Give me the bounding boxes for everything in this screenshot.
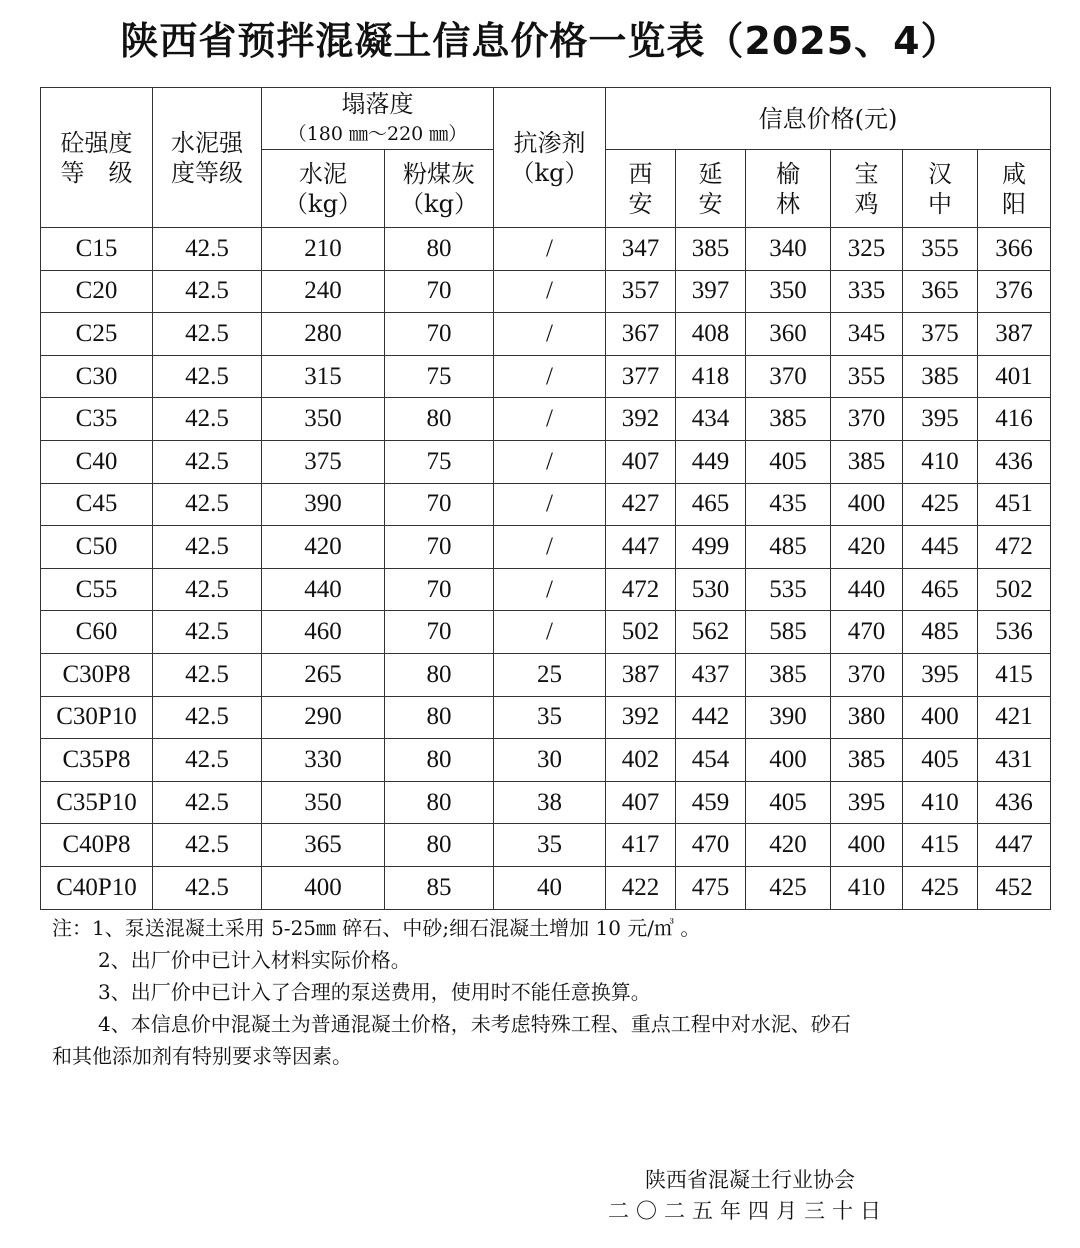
table-cell: 408 xyxy=(676,313,746,356)
note-line: 2、出厂价中已计入材料实际价格。 xyxy=(98,948,411,972)
note-line: 3、出厂价中已计入了合理的泵送费用，使用时不能任意换算。 xyxy=(98,980,651,1004)
table-cell: 35 xyxy=(494,824,606,867)
table-cell: 367 xyxy=(606,313,676,356)
table-cell: 42.5 xyxy=(153,866,262,909)
table-cell: 347 xyxy=(606,228,676,271)
table-cell: 400 xyxy=(831,824,903,867)
table-cell: 447 xyxy=(606,526,676,569)
table-cell: 315 xyxy=(262,355,385,398)
table-cell: 70 xyxy=(385,270,494,313)
table-cell: 436 xyxy=(978,440,1051,483)
table-cell: 418 xyxy=(676,355,746,398)
table-cell: 70 xyxy=(385,611,494,654)
table-cell: 265 xyxy=(262,653,385,696)
table-cell: 435 xyxy=(746,483,831,526)
table-cell: 375 xyxy=(903,313,978,356)
table-cell: 70 xyxy=(385,313,494,356)
table-cell: 42.5 xyxy=(153,781,262,824)
table-row xyxy=(41,611,1051,654)
table-cell: 35 xyxy=(494,696,606,739)
header-city-yulin: 榆 林 xyxy=(746,150,831,228)
table-cell: 387 xyxy=(978,313,1051,356)
table-cell: 40 xyxy=(494,866,606,909)
table-cell: C40P10 xyxy=(41,866,153,909)
table-cell: 42.5 xyxy=(153,653,262,696)
table-cell: 401 xyxy=(978,355,1051,398)
table-cell: 475 xyxy=(676,866,746,909)
table-cell: 420 xyxy=(262,526,385,569)
table-cell: 452 xyxy=(978,866,1051,909)
table-cell: 425 xyxy=(903,866,978,909)
table-cell: 440 xyxy=(262,568,385,611)
table-cell: 405 xyxy=(746,440,831,483)
table-cell: 42.5 xyxy=(153,313,262,356)
table-cell: C30P10 xyxy=(41,696,153,739)
table-cell: 80 xyxy=(385,824,494,867)
table-cell: 417 xyxy=(606,824,676,867)
table-cell: 410 xyxy=(831,866,903,909)
table-cell: 449 xyxy=(676,440,746,483)
table-cell: 437 xyxy=(676,653,746,696)
table-cell: 400 xyxy=(746,739,831,782)
table-cell: / xyxy=(494,228,606,271)
table-cell: 210 xyxy=(262,228,385,271)
table-cell: 38 xyxy=(494,781,606,824)
table-cell: 434 xyxy=(676,398,746,441)
table-cell: 460 xyxy=(262,611,385,654)
table-row xyxy=(41,739,1051,782)
table-cell: / xyxy=(494,313,606,356)
table-cell: / xyxy=(494,611,606,654)
table-cell: 80 xyxy=(385,228,494,271)
table-cell: 370 xyxy=(831,653,903,696)
table-cell: 502 xyxy=(606,611,676,654)
table-cell: 42.5 xyxy=(153,739,262,782)
table-cell: 425 xyxy=(903,483,978,526)
table-cell: 562 xyxy=(676,611,746,654)
table-row xyxy=(41,866,1051,909)
table-cell: 402 xyxy=(606,739,676,782)
table-cell: 355 xyxy=(831,355,903,398)
table-cell: 350 xyxy=(262,398,385,441)
table-cell: 499 xyxy=(676,526,746,569)
table-cell: 240 xyxy=(262,270,385,313)
table-cell: C45 xyxy=(41,483,153,526)
table-cell: 407 xyxy=(606,781,676,824)
table-cell: / xyxy=(494,526,606,569)
table-cell: 70 xyxy=(385,483,494,526)
issue-date: 二〇二五年四月三十日 xyxy=(608,1199,888,1223)
table-row xyxy=(41,824,1051,867)
table-cell: 416 xyxy=(978,398,1051,441)
table-cell: C35P10 xyxy=(41,781,153,824)
table-cell: 355 xyxy=(903,228,978,271)
table-cell: 445 xyxy=(903,526,978,569)
header-grade: 砼强度 等 级 xyxy=(41,88,153,228)
table-cell: 392 xyxy=(606,696,676,739)
table-cell: 472 xyxy=(606,568,676,611)
table-cell: 485 xyxy=(746,526,831,569)
table-cell: 80 xyxy=(385,739,494,782)
table-cell: 42.5 xyxy=(153,568,262,611)
table-cell: 366 xyxy=(978,228,1051,271)
table-cell: 75 xyxy=(385,355,494,398)
table-cell: 390 xyxy=(262,483,385,526)
table-cell: C40 xyxy=(41,440,153,483)
table-row xyxy=(41,313,1051,356)
table-cell: 422 xyxy=(606,866,676,909)
table-cell: 290 xyxy=(262,696,385,739)
table-row xyxy=(41,270,1051,313)
table-cell: C20 xyxy=(41,270,153,313)
table-cell: C40P8 xyxy=(41,824,153,867)
table-cell: C35P8 xyxy=(41,739,153,782)
table-cell: 42.5 xyxy=(153,270,262,313)
table-body xyxy=(41,228,1051,910)
table-cell: C25 xyxy=(41,313,153,356)
table-cell: / xyxy=(494,355,606,398)
table-row xyxy=(41,781,1051,824)
table-cell: 350 xyxy=(746,270,831,313)
table-cell: 535 xyxy=(746,568,831,611)
table-cell: / xyxy=(494,270,606,313)
table-cell: / xyxy=(494,483,606,526)
table-cell: 377 xyxy=(606,355,676,398)
table-cell: 375 xyxy=(262,440,385,483)
table-cell: 42.5 xyxy=(153,398,262,441)
table-row xyxy=(41,696,1051,739)
header-cement: 水泥 （kg） xyxy=(262,150,385,228)
table-cell: 536 xyxy=(978,611,1051,654)
header-flyash: 粉煤灰 （kg） xyxy=(385,150,494,228)
table-cell: 395 xyxy=(831,781,903,824)
table-cell: 400 xyxy=(903,696,978,739)
header-city-xianyang: 咸 阳 xyxy=(978,150,1051,228)
table-cell: 385 xyxy=(831,440,903,483)
table-cell: C30P8 xyxy=(41,653,153,696)
table-cell: 451 xyxy=(978,483,1051,526)
header-cement-grade: 水泥强 度等级 xyxy=(153,88,262,228)
table-cell: 70 xyxy=(385,526,494,569)
table-cell: 340 xyxy=(746,228,831,271)
table-cell: 420 xyxy=(831,526,903,569)
table-row xyxy=(41,653,1051,696)
header-city-baoji: 宝 鸡 xyxy=(831,150,903,228)
table-cell: 42.5 xyxy=(153,228,262,271)
table-row xyxy=(41,228,1051,271)
table-cell: 431 xyxy=(978,739,1051,782)
table-cell: 330 xyxy=(262,739,385,782)
table-cell: 454 xyxy=(676,739,746,782)
table-cell: C55 xyxy=(41,568,153,611)
table-row xyxy=(41,526,1051,569)
header-city-yanan: 延 安 xyxy=(676,150,746,228)
table-cell: 415 xyxy=(903,824,978,867)
table-cell: C50 xyxy=(41,526,153,569)
table-cell: 80 xyxy=(385,398,494,441)
table-cell: 395 xyxy=(903,398,978,441)
table-cell: 410 xyxy=(903,440,978,483)
table-cell: 470 xyxy=(676,824,746,867)
header-antiseep: 抗渗剂 （kg） xyxy=(494,88,606,228)
table-row xyxy=(41,483,1051,526)
table-cell: 400 xyxy=(262,866,385,909)
table-cell: 470 xyxy=(831,611,903,654)
table-cell: 350 xyxy=(262,781,385,824)
table-cell: 427 xyxy=(606,483,676,526)
table-cell: 410 xyxy=(903,781,978,824)
header-city-hanzhong: 汉 中 xyxy=(903,150,978,228)
table-cell: 42.5 xyxy=(153,696,262,739)
table-cell: 502 xyxy=(978,568,1051,611)
table-cell: 405 xyxy=(903,739,978,782)
price-table xyxy=(40,87,1051,910)
table-row xyxy=(41,568,1051,611)
table-cell: 459 xyxy=(676,781,746,824)
table-cell: 357 xyxy=(606,270,676,313)
page-title: 陕西省预拌混凝土信息价格一览表（2025、4） xyxy=(120,19,960,63)
table-cell: C60 xyxy=(41,611,153,654)
table-cell: 42.5 xyxy=(153,355,262,398)
table-cell: 80 xyxy=(385,696,494,739)
table-cell: 42.5 xyxy=(153,611,262,654)
table-cell: 585 xyxy=(746,611,831,654)
table-cell: 440 xyxy=(831,568,903,611)
table-cell: 370 xyxy=(831,398,903,441)
table-row xyxy=(41,440,1051,483)
table-cell: 385 xyxy=(746,398,831,441)
header-slump: 塌落度 （180 ㎜～220 ㎜） xyxy=(262,88,494,150)
table-cell: 370 xyxy=(746,355,831,398)
table-cell: 80 xyxy=(385,781,494,824)
table-cell: 447 xyxy=(978,824,1051,867)
table-cell: 397 xyxy=(676,270,746,313)
table-cell: 530 xyxy=(676,568,746,611)
table-cell: 405 xyxy=(746,781,831,824)
table-cell: 421 xyxy=(978,696,1051,739)
table-cell: 465 xyxy=(676,483,746,526)
table-cell: 376 xyxy=(978,270,1051,313)
table-cell: 400 xyxy=(831,483,903,526)
table-cell: 390 xyxy=(746,696,831,739)
table-cell: 85 xyxy=(385,866,494,909)
table-cell: 415 xyxy=(978,653,1051,696)
table-row xyxy=(41,355,1051,398)
table-cell: 42.5 xyxy=(153,526,262,569)
table-cell: 465 xyxy=(903,568,978,611)
notes xyxy=(52,912,1032,1072)
table-cell: C30 xyxy=(41,355,153,398)
table-cell: 42.5 xyxy=(153,824,262,867)
table-cell: 392 xyxy=(606,398,676,441)
table-row xyxy=(41,398,1051,441)
table-cell: 385 xyxy=(831,739,903,782)
table-cell: / xyxy=(494,440,606,483)
table-cell: 442 xyxy=(676,696,746,739)
header-city-xian: 西 安 xyxy=(606,150,676,228)
table-cell: 380 xyxy=(831,696,903,739)
note-line: 注：1、泵送混凝土采用 5-25㎜ 碎石、中砂;细石混凝土增加 10 元/㎥ 。 xyxy=(52,916,701,940)
table-cell: / xyxy=(494,568,606,611)
table-cell: 80 xyxy=(385,653,494,696)
table-cell: 30 xyxy=(494,739,606,782)
note-line: 和其他添加剂有特别要求等因素。 xyxy=(52,1044,352,1068)
table-cell: 365 xyxy=(903,270,978,313)
table-cell: 42.5 xyxy=(153,440,262,483)
table-cell: 42.5 xyxy=(153,483,262,526)
table-cell: C35 xyxy=(41,398,153,441)
table-cell: 385 xyxy=(676,228,746,271)
table-cell: 25 xyxy=(494,653,606,696)
table-cell: 385 xyxy=(903,355,978,398)
table-cell: 70 xyxy=(385,568,494,611)
note-line: 4、本信息价中混凝土为普通混凝土价格，未考虑特殊工程、重点工程中对水泥、砂石 xyxy=(98,1012,851,1036)
issuer: 陕西省混凝土行业协会 xyxy=(645,1168,855,1192)
table-cell: C15 xyxy=(41,228,153,271)
table-cell: 420 xyxy=(746,824,831,867)
table-cell: 472 xyxy=(978,526,1051,569)
table-cell: 385 xyxy=(746,653,831,696)
table-cell: 335 xyxy=(831,270,903,313)
table-cell: 365 xyxy=(262,824,385,867)
table-cell: 395 xyxy=(903,653,978,696)
table-cell: 280 xyxy=(262,313,385,356)
table-cell: 360 xyxy=(746,313,831,356)
table-cell: / xyxy=(494,398,606,441)
table-cell: 436 xyxy=(978,781,1051,824)
table-cell: 387 xyxy=(606,653,676,696)
table-cell: 407 xyxy=(606,440,676,483)
table-cell: 345 xyxy=(831,313,903,356)
table-cell: 485 xyxy=(903,611,978,654)
table-cell: 75 xyxy=(385,440,494,483)
table-cell: 425 xyxy=(746,866,831,909)
header-price-group: 信息价格(元) xyxy=(606,88,1051,150)
table-cell: 325 xyxy=(831,228,903,271)
